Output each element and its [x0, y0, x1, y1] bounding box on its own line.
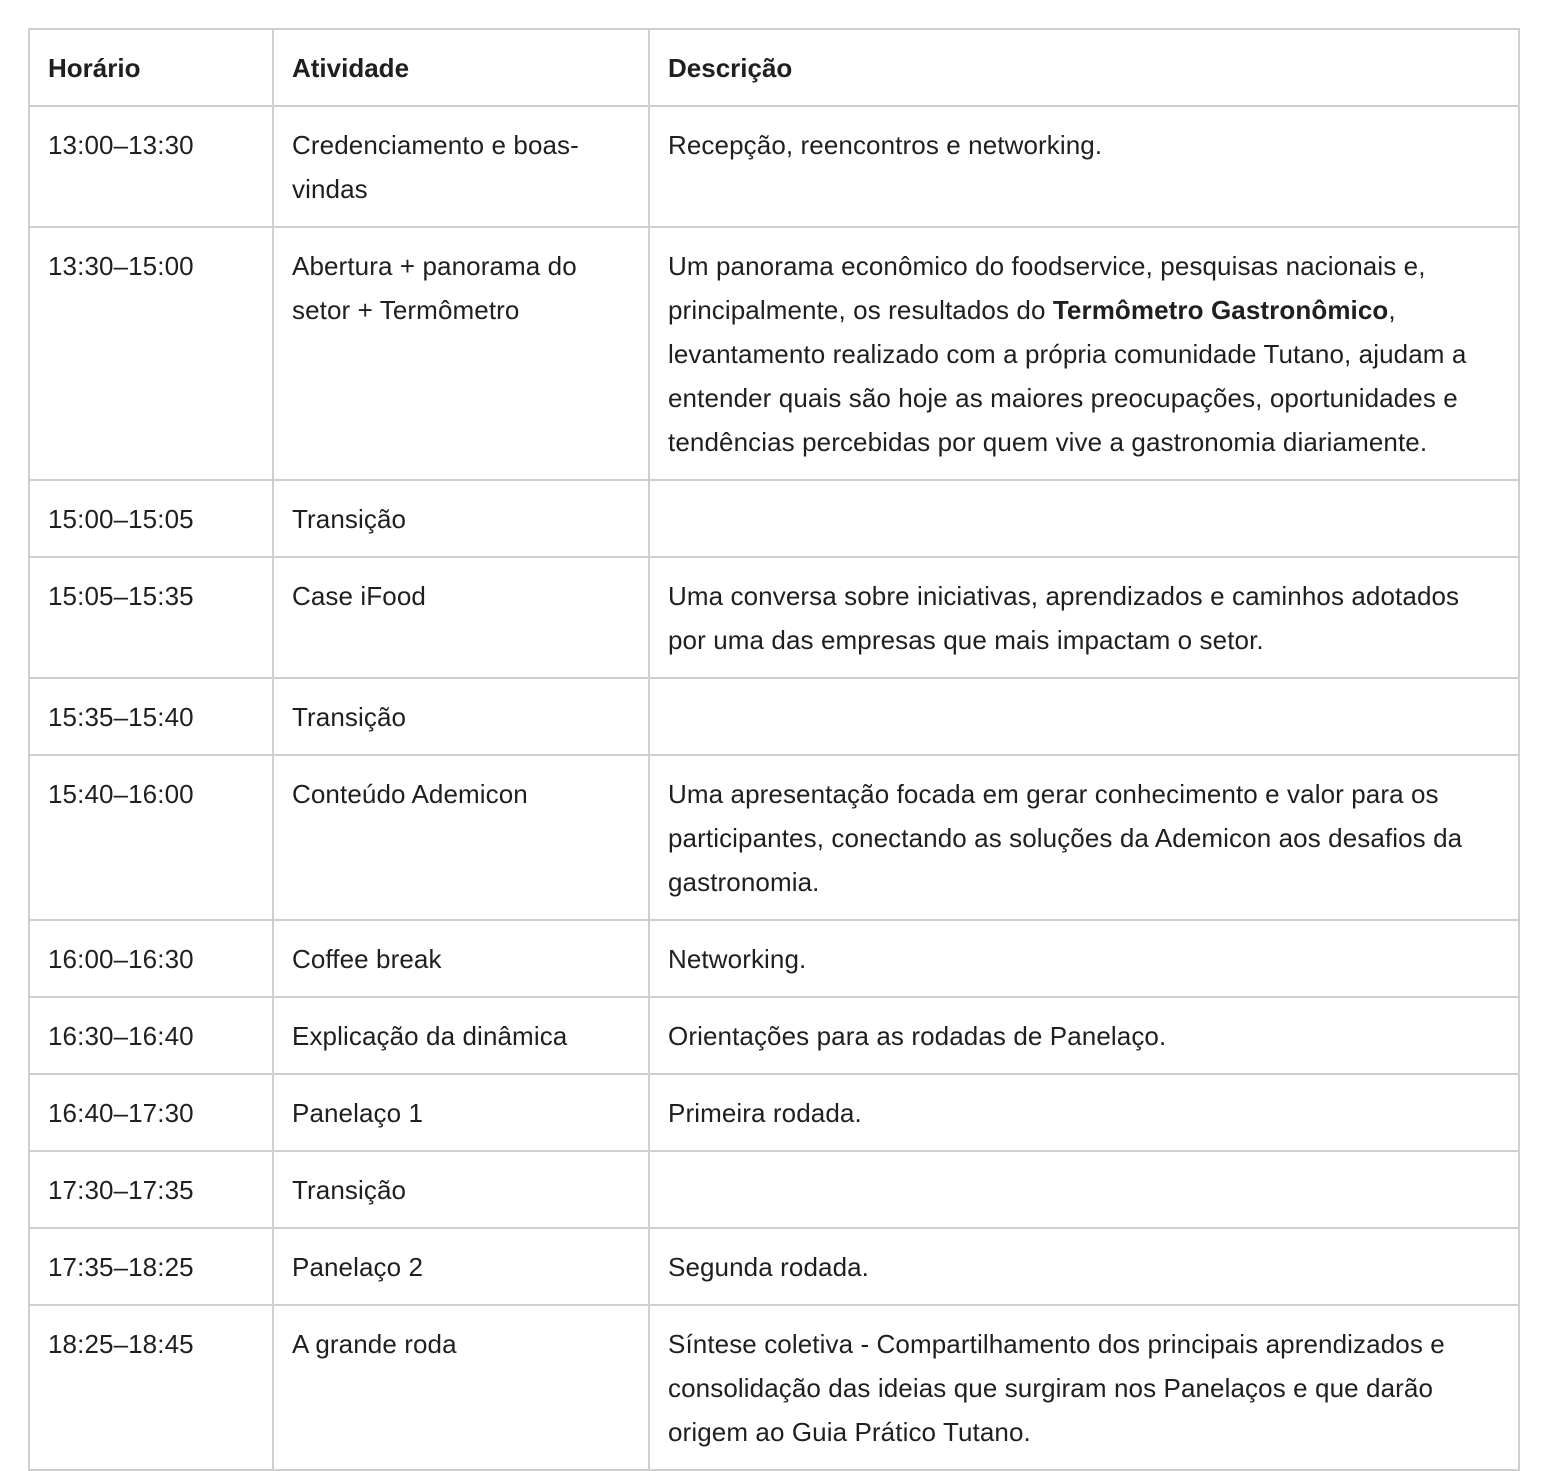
cell-description	[649, 678, 1519, 755]
cell-activity: Transição	[273, 1151, 649, 1228]
cell-activity: A grande roda	[273, 1305, 649, 1470]
table-row	[29, 557, 1519, 678]
header-time: Horário	[29, 29, 273, 106]
cell-time: 16:30–16:40	[29, 997, 273, 1074]
cell-time: 18:25–18:45	[29, 1305, 273, 1470]
header-row	[29, 29, 1519, 106]
table-row	[29, 1151, 1519, 1228]
cell-time: 17:30–17:35	[29, 1151, 273, 1228]
description-text-continued: , levantamento realizado com a própria comunidade Tutano, ajudam a entender quais são hoje as maiores preocupações, oportunidades e tendências percebidas por quem vive a gastronomia diariamente.	[668, 295, 1467, 457]
cell-activity: Coffee break	[273, 920, 649, 997]
cell-activity: Panelaço 1	[273, 1074, 649, 1151]
cell-description	[649, 106, 1519, 227]
description-text: Networking.	[668, 944, 807, 974]
cell-description	[649, 997, 1519, 1074]
table-row	[29, 106, 1519, 227]
description-highlight: Termômetro Gastronômico	[1052, 295, 1389, 325]
cell-time: 15:05–15:35	[29, 557, 273, 678]
header-description: Descrição	[649, 29, 1519, 106]
cell-time: 13:30–15:00	[29, 227, 273, 480]
description-text: Primeira rodada.	[668, 1098, 862, 1128]
table-row	[29, 227, 1519, 480]
header-activity: Atividade	[273, 29, 649, 106]
cell-activity: Explicação da dinâmica	[273, 997, 649, 1074]
cell-description	[649, 920, 1519, 997]
cell-activity: Panelaço 2	[273, 1228, 649, 1305]
table-row	[29, 755, 1519, 920]
schedule-table	[28, 28, 1520, 1471]
cell-time: 15:35–15:40	[29, 678, 273, 755]
cell-description	[649, 480, 1519, 557]
cell-time: 15:40–16:00	[29, 755, 273, 920]
table-row	[29, 678, 1519, 755]
cell-description	[649, 1228, 1519, 1305]
description-text: Recepção, reencontros e networking.	[668, 130, 1103, 160]
cell-activity: Conteúdo Ademicon	[273, 755, 649, 920]
cell-activity: Case iFood	[273, 557, 649, 678]
table-body	[29, 106, 1519, 1470]
description-text: Síntese coletiva - Compartilhamento dos principais aprendizados e consolidação das ideias que surgiram nos Panelaços e que darão origem ao Guia Prático Tutano.	[668, 1329, 1445, 1447]
description-text: Uma apresentação focada em gerar conhecimento e valor para os participantes, conectando as soluções da Ademicon aos desafios da gastronomia.	[668, 779, 1463, 897]
cell-activity: Credenciamento e boas-vindas	[273, 106, 649, 227]
cell-time: 16:40–17:30	[29, 1074, 273, 1151]
cell-time: 13:00–13:30	[29, 106, 273, 227]
description-text: Um panorama econômico do foodservice, pesquisas nacionais e, principalmente, os resultados do	[668, 251, 1426, 325]
cell-activity: Transição	[273, 678, 649, 755]
cell-description	[649, 755, 1519, 920]
description-text: Segunda rodada.	[668, 1252, 870, 1282]
table-row	[29, 1074, 1519, 1151]
cell-activity: Transição	[273, 480, 649, 557]
table-row	[29, 920, 1519, 997]
cell-description	[649, 557, 1519, 678]
description-text: Uma conversa sobre iniciativas, aprendizados e caminhos adotados por uma das empresas que mais impactam o setor.	[668, 581, 1460, 655]
cell-description	[649, 227, 1519, 480]
cell-description	[649, 1151, 1519, 1228]
cell-time: 17:35–18:25	[29, 1228, 273, 1305]
cell-activity: Abertura + panorama do setor + Termômetro	[273, 227, 649, 480]
cell-time: 15:00–15:05	[29, 480, 273, 557]
table-row	[29, 1305, 1519, 1470]
table-row	[29, 997, 1519, 1074]
table-row	[29, 1228, 1519, 1305]
description-text: Orientações para as rodadas de Panelaço.	[668, 1021, 1167, 1051]
cell-description	[649, 1305, 1519, 1470]
table-header	[29, 29, 1519, 106]
cell-time: 16:00–16:30	[29, 920, 273, 997]
cell-description	[649, 1074, 1519, 1151]
table-row	[29, 480, 1519, 557]
